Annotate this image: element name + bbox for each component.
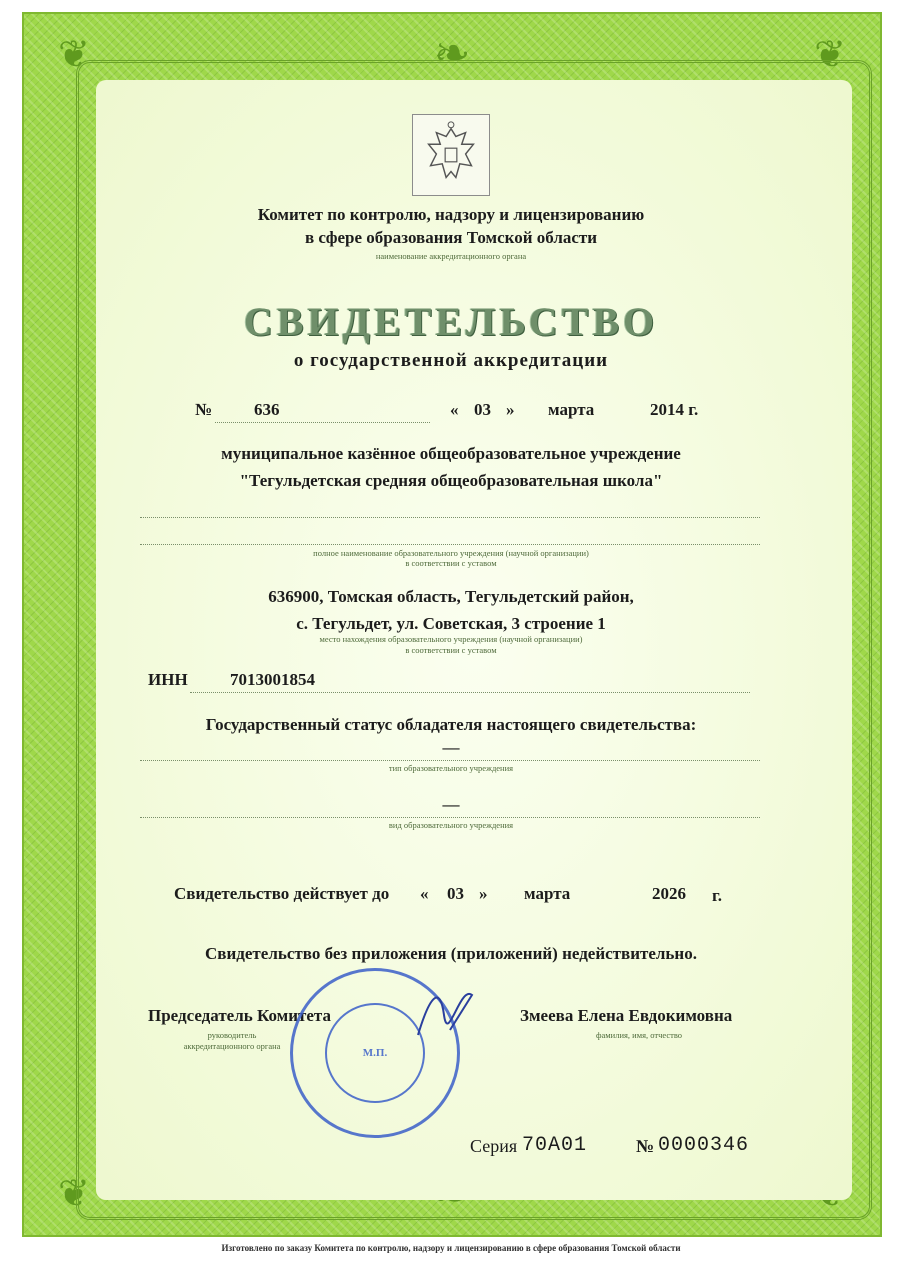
- issue-year: 2014 г.: [650, 400, 699, 419]
- signatory-name: Змеева Елена Евдокимовна: [520, 1006, 733, 1025]
- institution-caption-2: в соответствии с уставом: [405, 558, 497, 568]
- valid-open-quote: «: [420, 884, 429, 903]
- institution-name-line2: "Тегульдетская средняя общеобразовательная школа": [239, 471, 663, 490]
- authority-name-line2: в сфере образования Томской области: [304, 228, 598, 247]
- institution-name-line1: муниципальное казённое общеобразовательное учреждение: [221, 444, 681, 463]
- issue-month: марта: [548, 400, 595, 419]
- corner-ornament-icon: ❦: [58, 34, 90, 76]
- validity-notice: Свидетельство без приложения (приложений) недействительно.: [205, 944, 697, 963]
- address-line1: 636900, Томская область, Тегульдетский район,: [268, 587, 634, 606]
- institution-caption-1: полное наименование образовательного учреждения (научной организации): [313, 548, 589, 558]
- date-close-quote: »: [506, 400, 515, 419]
- status-kind-underline: [140, 817, 760, 818]
- status-type-caption: тип образовательного учреждения: [388, 763, 514, 773]
- authority-name-line1: Комитет по контролю, надзору и лицензированию: [257, 205, 645, 224]
- document-title: СВИДЕТЕЛЬСТВО: [243, 299, 659, 344]
- status-type-underline: [140, 760, 760, 761]
- document-subtitle: о государственной аккредитации: [293, 350, 609, 371]
- top-ornament-icon: ❧: [433, 29, 471, 78]
- valid-day: 03: [447, 884, 464, 903]
- signatory-role: Председатель Комитета: [148, 1006, 331, 1025]
- status-kind-caption: вид образовательного учреждения: [388, 820, 514, 830]
- address-line2: с. Тегульдет, ул. Советская, 3 строение 1: [296, 614, 606, 633]
- authority-caption: наименование аккредитационного органа: [375, 251, 527, 261]
- printer-footer: Изготовлено по заказу Комитета по контролю, надзору и лицензированию в сфере образования Томской области: [221, 1243, 681, 1253]
- address-caption-2: в соответствии с уставом: [405, 645, 497, 655]
- serial-label: №: [636, 1136, 655, 1156]
- series-value: 70А01: [522, 1134, 588, 1157]
- status-kind-value: —: [442, 795, 460, 814]
- issue-day: 03: [474, 400, 491, 419]
- valid-month: марта: [524, 884, 571, 903]
- signatory-name-caption: фамилия, имя, отчество: [596, 1030, 683, 1040]
- corner-ornament-icon: ❦: [814, 34, 846, 76]
- inn-label: ИНН: [148, 670, 188, 689]
- status-heading: Государственный статус обладателя настоящего свидетельства:: [205, 715, 697, 734]
- institution-underline-2: [140, 544, 760, 545]
- inn-value: 7013001854: [230, 670, 315, 689]
- serial-number: 0000346: [658, 1134, 750, 1157]
- coat-of-arms-icon: [412, 114, 490, 196]
- certificate-number: 636: [254, 400, 280, 419]
- signature-icon: [410, 975, 480, 1045]
- valid-close-quote: »: [479, 884, 488, 903]
- status-type-value: —: [442, 738, 460, 757]
- valid-year-suffix: г.: [712, 886, 723, 905]
- valid-year: 2026: [652, 884, 686, 903]
- number-label: №: [195, 400, 213, 419]
- address-caption-1: место нахождения образовательного учреждения (научной организации): [319, 634, 583, 644]
- institution-underline-1: [140, 517, 760, 518]
- valid-until-label: Свидетельство действует до: [174, 884, 390, 903]
- seal-place-label: М.П.: [325, 1003, 425, 1103]
- signatory-role-caption: руководитель аккредитационного органа: [183, 1030, 281, 1051]
- date-open-quote: «: [450, 400, 459, 419]
- corner-ornament-icon: ❦: [58, 1173, 90, 1215]
- inn-underline: [190, 692, 750, 693]
- number-underline: [215, 422, 430, 423]
- series-label: Серия: [470, 1136, 518, 1156]
